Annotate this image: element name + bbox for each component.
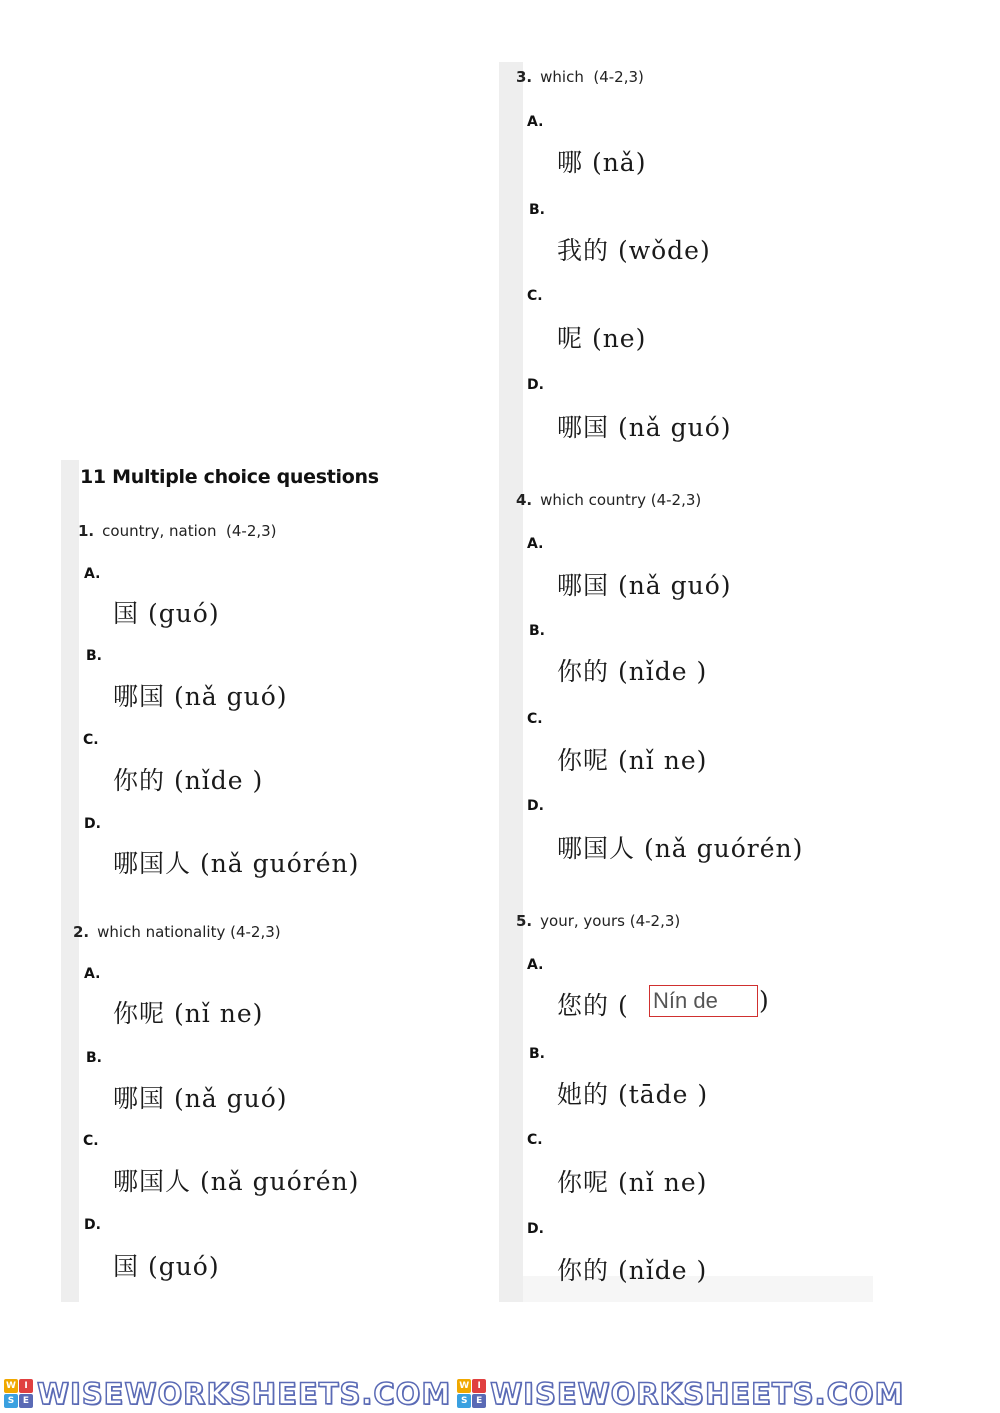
brand-text: WISEWORKSHEETS.COM — [490, 1376, 905, 1411]
option-choice[interactable]: 您的 ( — [557, 991, 629, 1020]
section-title: 11 Multiple choice questions — [80, 466, 379, 488]
question-3 — [516, 68, 644, 86]
option-letter: A. — [84, 966, 101, 982]
brand-mark — [4, 1377, 451, 1411]
brand-mark — [457, 1377, 904, 1411]
option-choice[interactable]: 你的 (nǐde ) — [557, 1256, 708, 1285]
option-letter: C. — [527, 711, 543, 727]
brand-text: WISEWORKSHEETS.COM — [37, 1376, 452, 1411]
option-choice[interactable]: 她的 (tāde ) — [557, 1080, 709, 1109]
option-letter: D. — [527, 1221, 544, 1237]
question-number: 1. — [78, 522, 95, 540]
option-letter: C. — [527, 1132, 543, 1148]
option-letter: C. — [83, 1133, 99, 1149]
option-letter: A. — [527, 957, 544, 973]
question-4 — [516, 491, 701, 509]
option-letter: B. — [86, 1050, 102, 1066]
question-prompt: which country (4-2,3) — [540, 491, 702, 509]
question-number: 5. — [516, 912, 533, 930]
option-choice[interactable]: 你的 (nǐde ) — [113, 766, 264, 795]
option-choice[interactable]: 我的 (wǒde) — [557, 236, 711, 265]
option-letter: B. — [86, 648, 102, 664]
question-number: 3. — [516, 68, 533, 86]
footer-watermark — [0, 1374, 1000, 1413]
option-letter: B. — [529, 202, 545, 218]
option-choice[interactable]: 你呢 (nǐ ne) — [557, 1168, 708, 1197]
option-choice[interactable]: 呢 (ne) — [557, 324, 647, 353]
option-letter: A. — [527, 536, 544, 552]
question-prompt: which (4-2,3) — [540, 68, 644, 86]
option-choice[interactable]: 哪国 (nǎ guó) — [113, 1084, 288, 1113]
option-choice[interactable]: 你呢 (nǐ ne) — [557, 746, 708, 775]
question-prompt: which nationality (4-2,3) — [97, 923, 281, 941]
option-letter: B. — [529, 1046, 545, 1062]
question-5 — [516, 912, 680, 930]
option-choice[interactable]: 国 (guó) — [113, 599, 220, 628]
option-letter: D. — [84, 1217, 101, 1233]
option-choice[interactable]: 你呢 (nǐ ne) — [113, 999, 264, 1028]
brand-logo-icon: W I S E — [4, 1379, 33, 1408]
option-choice[interactable]: 哪国人 (nǎ guórén) — [113, 1167, 360, 1196]
option-letter: A. — [84, 566, 101, 582]
option-letter: A. — [527, 114, 544, 130]
option-letter: B. — [529, 623, 545, 639]
option-letter: D. — [84, 816, 101, 832]
option-letter: C. — [83, 732, 99, 748]
option-letter: D. — [527, 377, 544, 393]
option-choice[interactable]: 哪国人 (nǎ guórén) — [113, 849, 360, 878]
brand-logo-icon: W I S E — [457, 1379, 486, 1408]
option-choice[interactable]: 哪 (nǎ) — [557, 148, 647, 177]
option-choice[interactable]: 你的 (nǐde ) — [557, 657, 708, 686]
option-letter: D. — [527, 798, 544, 814]
question-prompt: your, yours (4-2,3) — [540, 912, 681, 930]
closing-parenthesis: ) — [759, 986, 770, 1015]
right-column-stripe — [499, 62, 523, 1302]
question-number: 4. — [516, 491, 533, 509]
option-choice[interactable]: 哪国人 (nǎ guórén) — [557, 834, 804, 863]
option-choice[interactable]: 哪国 (nǎ guó) — [113, 682, 288, 711]
option-letter: C. — [527, 288, 543, 304]
question-number: 2. — [73, 923, 90, 941]
option-choice[interactable]: 哪国 (nǎ guó) — [557, 571, 732, 600]
left-column-stripe — [61, 460, 79, 1302]
option-choice[interactable]: 国 (guó) — [113, 1252, 220, 1281]
option-choice[interactable]: 哪国 (nǎ guó) — [557, 413, 732, 442]
question-1 — [78, 522, 277, 540]
question-prompt: country, nation (4-2,3) — [102, 522, 277, 540]
pinyin-answer-input[interactable]: Nín de — [649, 985, 758, 1017]
question-2 — [73, 923, 281, 941]
